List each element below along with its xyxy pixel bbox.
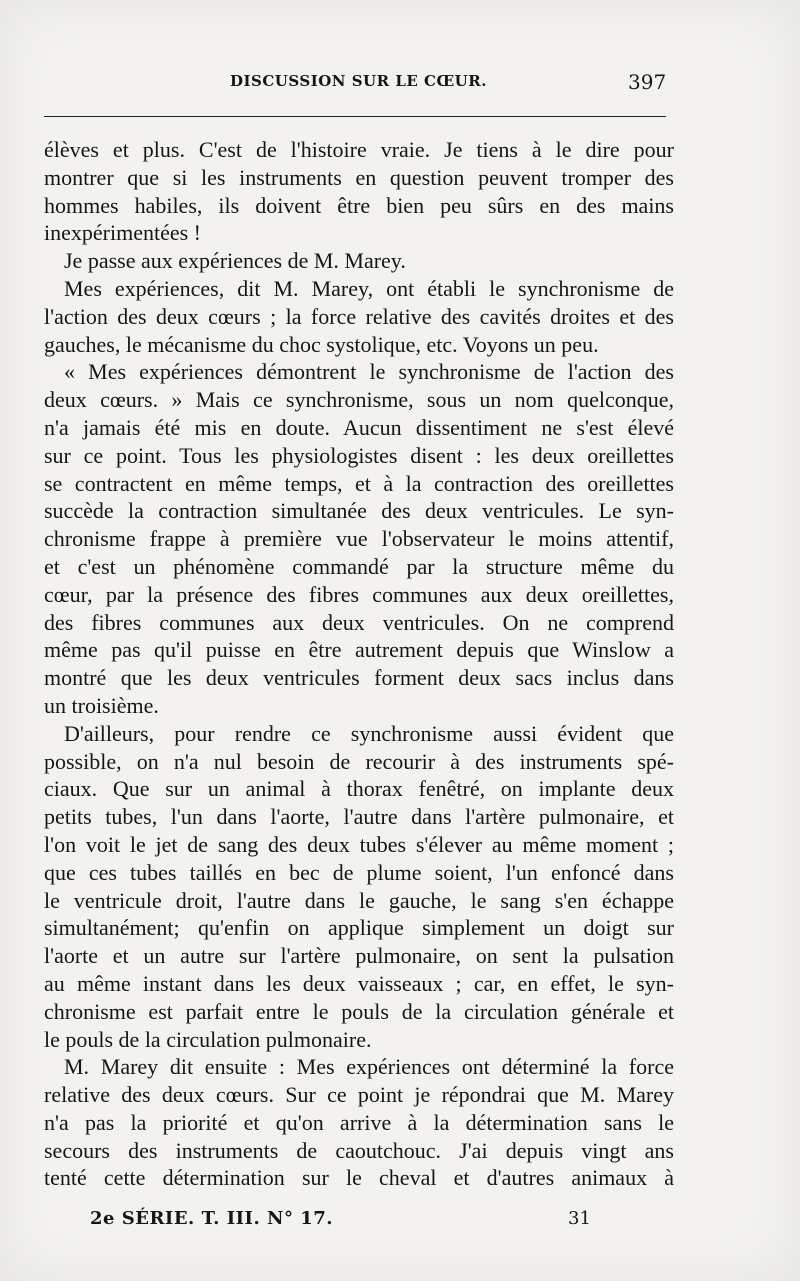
text-line: n'a pas la priorité et qu'on arrive à la détermination sans le — [44, 1109, 674, 1135]
text-line: au même instant dans les deux vaisseaux ; car, en effet, le syn- — [44, 970, 674, 996]
text-line: le ventricule droit, l'autre dans le gauche, le sang s'en échappe — [44, 887, 674, 913]
text-line: secours des instruments de caoutchouc. J'ai depuis vingt ans — [44, 1137, 674, 1163]
text-line: montré que les deux ventricules forment deux sacs inclus dans — [44, 665, 674, 691]
text-line: deux cœurs. » Mais ce synchronisme, sous un nom quelconque, — [44, 387, 674, 413]
text-line: D'ailleurs, pour rendre ce synchronisme aussi évident que — [64, 720, 674, 746]
text-line: l'action des deux cœurs ; la force relative des cavités droites et des — [44, 303, 674, 329]
text-line: que ces tubes taillés en bec de plume soient, l'un enfoncé dans — [44, 859, 674, 885]
printer-signature: 2e SÉRIE. T. III. N° 17. — [90, 1208, 334, 1229]
text-line: hommes habiles, ils doivent être bien peu sûrs en des mains — [44, 192, 674, 218]
text-line: cœur, par la présence des fibres communes aux deux oreillettes, — [44, 581, 674, 607]
sheet-number: 31 — [568, 1208, 591, 1229]
text-line: chronisme est parfait entre le pouls de la circulation générale et — [44, 998, 674, 1024]
header-rule — [44, 116, 666, 117]
running-title: DISCUSSION SUR LE CŒUR. — [230, 72, 487, 90]
text-line: simultanément; qu'enfin on applique simplement un doigt sur — [44, 915, 674, 941]
text-line: chronisme frappe à première vue l'observateur le moins attentif, — [44, 526, 674, 552]
text-line: tenté cette détermination sur le cheval et d'autres animaux à — [44, 1165, 674, 1191]
page-number: 397 — [628, 70, 667, 94]
text-line: n'a jamais été mis en doute. Aucun dissentiment ne s'est élevé — [44, 414, 674, 440]
text-line: « Mes expériences démontrent le synchronisme de l'action des — [64, 359, 674, 385]
text-line: Mes expériences, dit M. Marey, ont établi le synchronisme de — [64, 275, 674, 301]
text-line: Je passe aux expériences de M. Marey. — [64, 248, 406, 274]
text-line: succède la contraction simultanée des deux ventricules. Le syn- — [44, 498, 674, 524]
text-line: le pouls de la circulation pulmonaire. — [44, 1026, 372, 1052]
text-line: l'on voit le jet de sang des deux tubes s'élever au même moment ; — [44, 831, 674, 857]
text-line: se contractent en même temps, et à la contraction des oreillettes — [44, 470, 674, 496]
text-line: sur ce point. Tous les physiologistes disent : les deux oreillettes — [44, 442, 674, 468]
text-line: ciaux. Que sur un animal à thorax fenêtré, on implante deux — [44, 776, 674, 802]
text-line: un troisième. — [44, 692, 159, 718]
text-line: et c'est un phénomène commandé par la structure même du — [44, 553, 674, 579]
text-line: montrer que si les instruments en question peuvent tromper des — [44, 164, 674, 190]
text-line: inexpérimentées ! — [44, 220, 201, 246]
body-text — [44, 136, 674, 1192]
text-line: l'aorte et un autre sur l'artère pulmonaire, on sent la pulsation — [44, 943, 674, 969]
text-line: même pas qu'il puisse en être autrement depuis que Winslow a — [44, 637, 674, 663]
text-line: relative des deux cœurs. Sur ce point je répondrai que M. Marey — [44, 1082, 674, 1108]
text-line: M. Marey dit ensuite : Mes expériences ont déterminé la force — [64, 1054, 674, 1080]
text-line: petits tubes, l'un dans l'aorte, l'autre dans l'artère pulmonaire, et — [44, 804, 674, 830]
text-line: élèves et plus. C'est de l'histoire vraie. Je tiens à le dire pour — [44, 137, 674, 162]
text-line: gauches, le mécanisme du choc systolique, etc. Voyons un peu. — [44, 331, 599, 357]
text-line: possible, on n'a nul besoin de recourir à des instruments spé- — [44, 748, 674, 774]
text-line: des fibres communes aux deux ventricules. On ne comprend — [44, 609, 674, 635]
